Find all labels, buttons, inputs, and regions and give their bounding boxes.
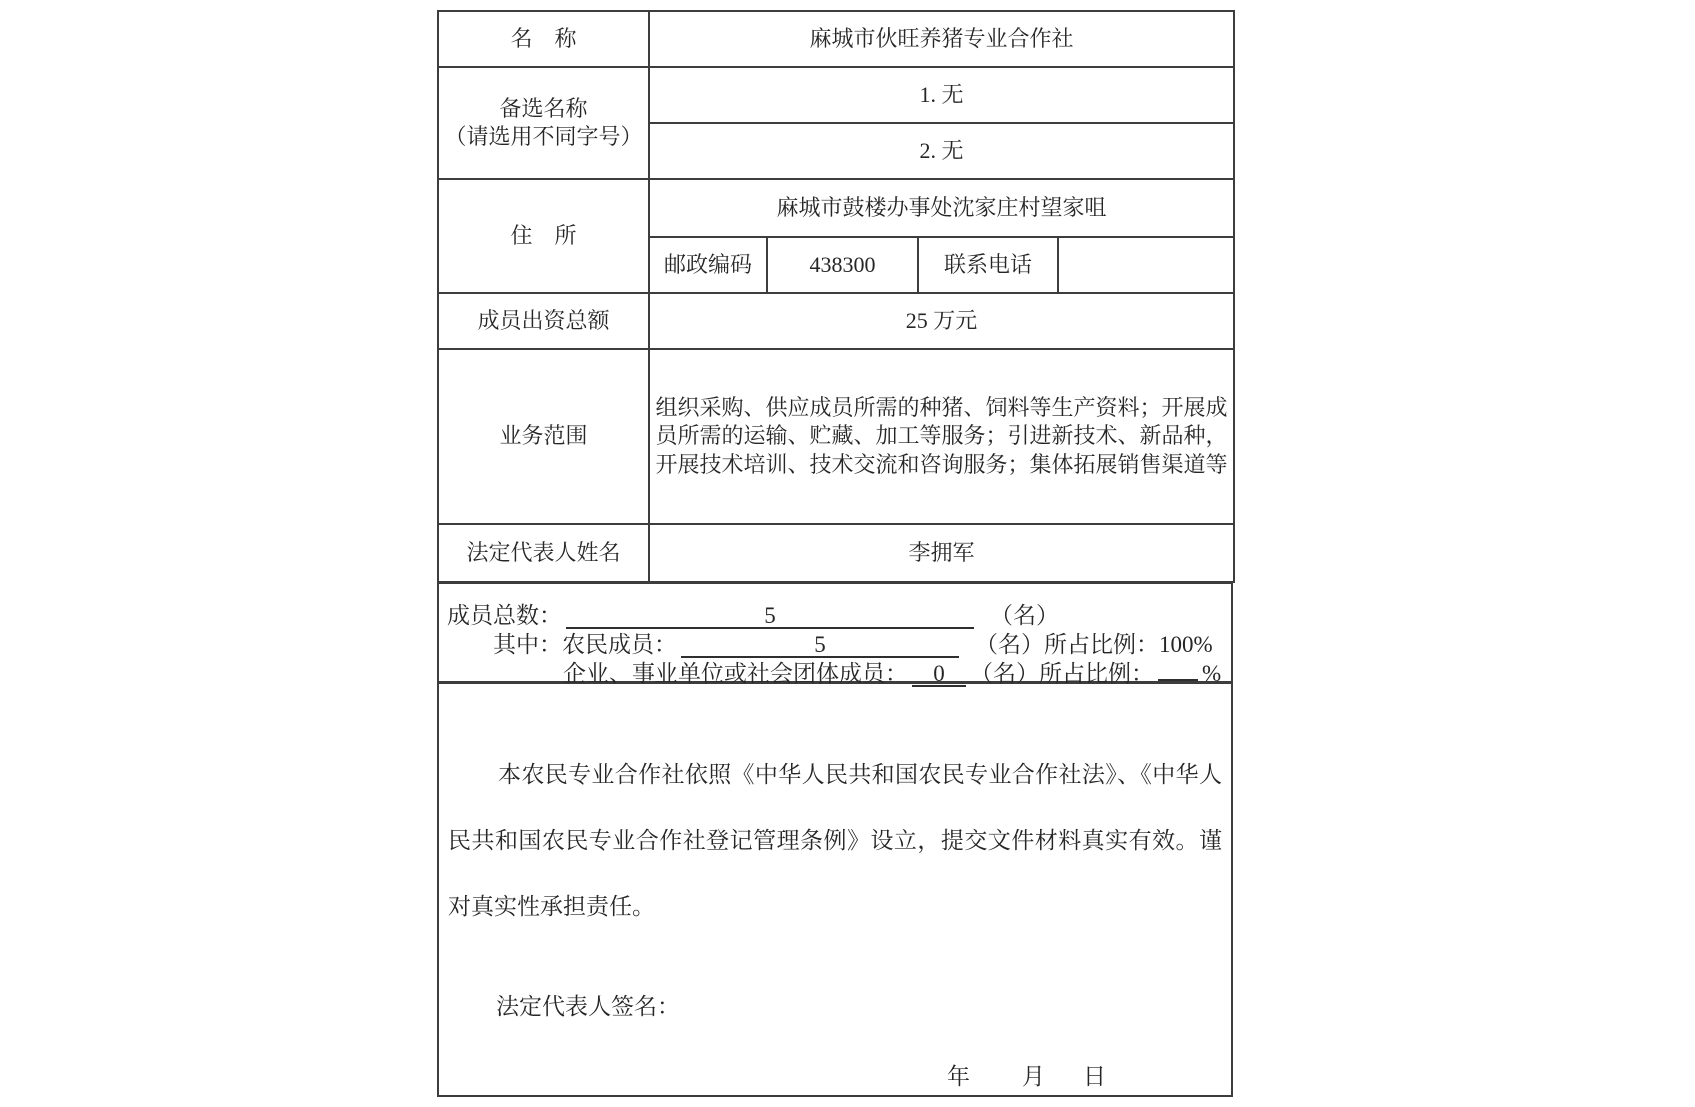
members-total-row xyxy=(447,597,1223,626)
row-capital xyxy=(438,293,1234,349)
members-org-label: 企业、事业单位或社会团体成员： xyxy=(563,661,908,686)
capital-value: 25 万元 xyxy=(649,293,1234,349)
members-org-row xyxy=(447,655,1223,684)
members-farmer-ratio: 100% xyxy=(1159,632,1213,657)
members-farmer-suffix: （名）所占比例： xyxy=(975,632,1159,657)
row-legal-rep xyxy=(438,524,1234,582)
members-section xyxy=(437,581,1233,686)
date-year-label: 年 xyxy=(947,1064,970,1089)
business-scope-label: 业务范围 xyxy=(438,349,649,524)
members-farmer-value: 5 xyxy=(681,632,959,658)
registration-form-table xyxy=(437,10,1235,583)
members-farmer-label: 农民成员： xyxy=(562,632,677,657)
postal-code-label: 邮政编码 xyxy=(649,237,767,293)
declaration-section xyxy=(437,681,1233,1097)
members-total-unit: （名） xyxy=(990,603,1059,628)
alt-names-label-line2: （请选用不同字号） xyxy=(444,124,643,149)
members-total-label: 成员总数： xyxy=(447,603,562,628)
legal-rep-label: 法定代表人姓名 xyxy=(438,524,649,582)
members-total-value: 5 xyxy=(566,603,974,629)
members-farmer-row xyxy=(447,626,1223,655)
row-address xyxy=(438,179,1234,237)
address-value: 麻城市鼓楼办事处沈家庄村望家咀 xyxy=(649,179,1234,237)
members-org-ratio xyxy=(1158,655,1198,681)
signature-row xyxy=(448,992,1222,1022)
date-row xyxy=(448,1062,1222,1092)
alt-name-option2: 2. 无 xyxy=(649,123,1234,179)
alt-names-label-line1: 备选名称 xyxy=(499,96,588,121)
capital-label: 成员出资总额 xyxy=(438,293,649,349)
phone-value xyxy=(1058,237,1234,293)
alt-names-label xyxy=(438,67,649,179)
members-percent-sign: % xyxy=(1202,661,1222,686)
signature-label: 法定代表人签名： xyxy=(496,994,680,1019)
row-alt-name-1 xyxy=(438,67,1234,123)
phone-label: 联系电话 xyxy=(918,237,1058,293)
date-month-label: 月 xyxy=(1022,1064,1045,1089)
name-label: 名 称 xyxy=(438,11,649,67)
business-scope-value: 组织采购、供应成员所需的种猪、饲料等生产资料；开展成员所需的运输、贮藏、加工等服务；引进新技术、新品种，开展技术培训、技术交流和咨询服务；集体拓展销售渠道等 xyxy=(649,349,1234,524)
declaration-text: 本农民专业合作社依照《中华人民共和国农民专业合作社法》、《中华人民共和国农民专业合作社登记管理条例》设立，提交文件材料真实有效。谨对真实性承担责任。 xyxy=(448,762,1222,919)
postal-code-value: 438300 xyxy=(767,237,918,293)
alt-name-option1: 1. 无 xyxy=(649,67,1234,123)
members-org-suffix: （名）所占比例： xyxy=(970,661,1154,686)
name-value: 麻城市伙旺养猪专业合作社 xyxy=(649,11,1234,67)
row-business-scope xyxy=(438,349,1234,524)
registration-form xyxy=(437,10,1233,1097)
members-org-value: 0 xyxy=(912,661,966,687)
address-label: 住 所 xyxy=(438,179,649,293)
date-day-label: 日 xyxy=(1083,1064,1106,1089)
row-name xyxy=(438,11,1234,67)
members-among-prefix: 其中： xyxy=(493,632,562,657)
legal-rep-value: 李拥军 xyxy=(649,524,1234,582)
